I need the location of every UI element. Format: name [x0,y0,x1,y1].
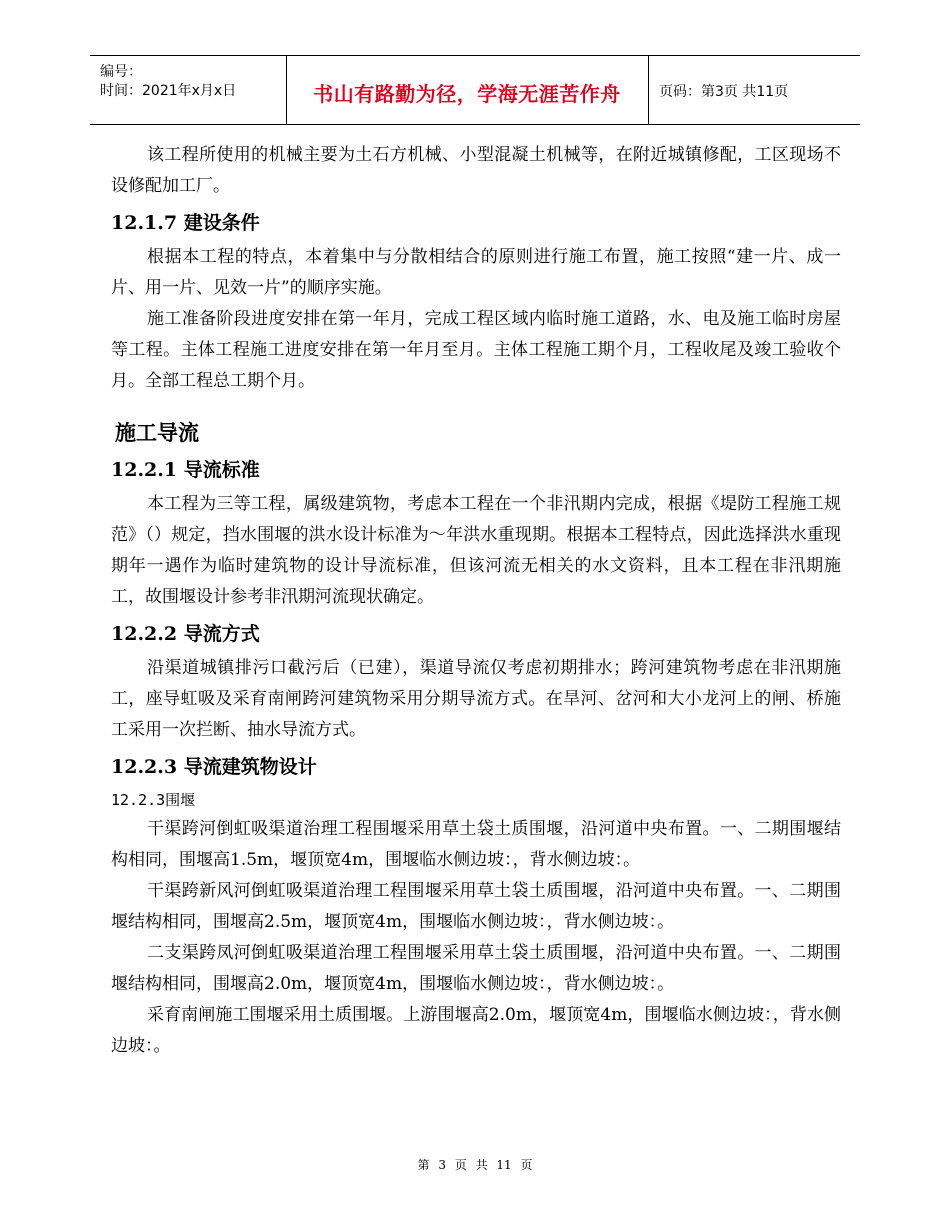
header-info-cell [90,56,287,124]
page-header [90,55,860,125]
header-page-number: 页码：第3页 共11页 [659,84,789,100]
paragraph-diversion-standard: 本工程为三等工程，属级建筑物，考虑本工程在一个非汛期内完成，根据《堤防工程施工规范》（）规定，挡水围堰的洪水设计标准为～年洪水重现期。根据本工程特点，因此选择洪水重现期年一遇作为临时建筑物的设计导流标准，但该河流无相关的水文资料，且本工程在非汛期施工，故围堰设计参考非汛期河流现状确定。 [111,494,841,607]
paragraph-machinery: 该工程所使用的机械主要为土石方机械、小型混凝土机械等，在附近城镇修配，工区现场不设修配加工厂。 [111,145,841,196]
paragraph-cofferdam-1: 干渠跨河倒虹吸渠道治理工程围堰采用草土袋土质围堰，沿河道中央布置。一、二期围堰结构相同，围堰高1.5m，堰顶宽4m，围堰临水侧边坡：，背水侧边坡：。 [111,819,841,870]
section-heading-diversion: 施工导流 [115,421,199,445]
paragraph-cofferdam-2: 干渠跨新风河倒虹吸渠道治理工程围堰采用草土袋土质围堰，沿河道中央布置。一、二期围堰结构相同，围堰高2.5m，堰顶宽4m，围堰临水侧边坡：，背水侧边坡：。 [111,881,841,932]
heading-12-2-1: 12.2.1 导流标准 [111,459,260,481]
header-page-cell [648,56,860,124]
heading-12-2-2: 12.2.2 导流方式 [111,623,260,645]
paragraph-diversion-method: 沿渠道城镇排污口截污后（已建），渠道导流仅考虑初期排水；跨河建筑物考虑在非汛期施工，座导虹吸及采育南闸跨河建筑物采用分期导流方式。在旱河、岔河和大小龙河上的闸、桥施工采用一次拦断、抽水导流方式。 [111,658,841,740]
document-date-label: 时间：2021年x月x日 [100,83,237,99]
subheading-cofferdam: 12.2.3围堰 [111,791,196,809]
document-number-label: 编号： [100,64,142,80]
paragraph-cofferdam-3: 二支渠跨凤河倒虹吸渠道治理工程围堰采用草土袋土质围堰，沿河道中央布置。一、二期围堰结构相同，围堰高2.0m，堰顶宽4m，围堰临水侧边坡：，背水侧边坡：。 [111,943,841,994]
page-footer: 第 3 页 共 11 页 [417,1158,533,1172]
header-motto-cell [286,56,649,124]
paragraph-cofferdam-4: 采育南闸施工围堰采用土质围堰。上游围堰高2.0m，堰顶宽4m，围堰临水侧边坡：，背水侧边坡：。 [111,1005,841,1056]
paragraph-schedule: 施工准备阶段进度安排在第一年月，完成工程区域内临时施工道路，水、电及施工临时房屋等工程。主体工程施工进度安排在第一年月至月。主体工程施工期个月，工程收尾及竣工验收个月。全部工程总工期个月。 [111,309,841,391]
heading-12-2-3: 12.2.3 导流建筑物设计 [111,756,317,778]
heading-12-1-7: 12.1.7 建设条件 [111,212,260,234]
document-body [111,140,841,1062]
paragraph-layout-principle: 根据本工程的特点，本着集中与分散相结合的原则进行施工布置，施工按照“建一片、成一片、用一片、见效一片”的顺序实施。 [111,247,841,298]
header-motto: 书山有路勤为径，学海无涯苦作舟 [313,82,621,106]
